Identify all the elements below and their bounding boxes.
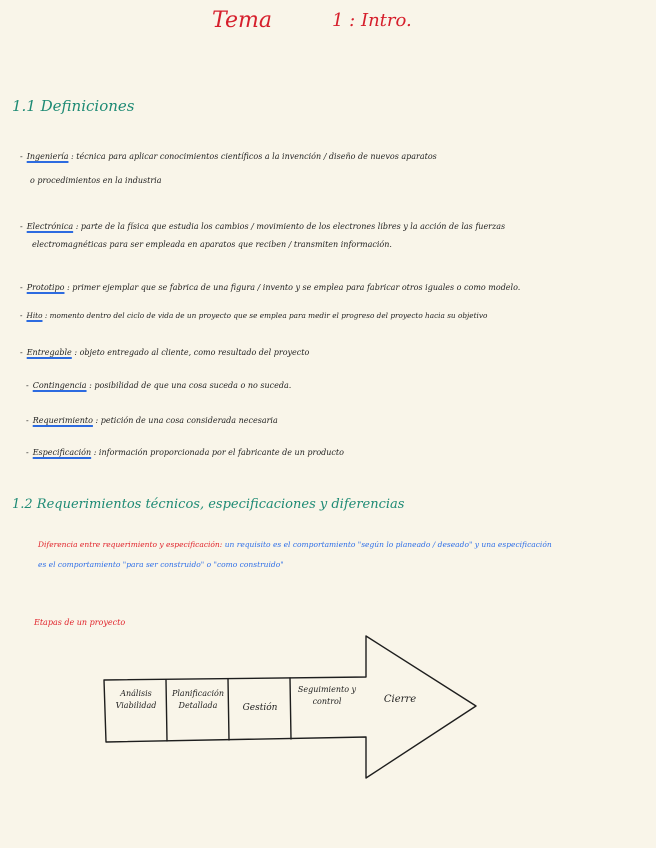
stage-analisis: Análisis Viabilidad — [115, 689, 157, 710]
page-title-number: 1 : Intro. — [332, 10, 412, 31]
definition-term: Hito — [26, 311, 43, 320]
definition-electronica-cont: electromagnéticas para ser empleada en aparatos que reciben / transmiten información. — [32, 240, 392, 249]
section-1-heading: 1.1 Definiciones — [12, 97, 135, 115]
stage-seguimiento: Seguimiento y control — [297, 685, 357, 706]
page-title: Tema — [212, 8, 272, 33]
definition-term: Requerimiento — [32, 416, 93, 425]
definition-prototipo: - Prototipo : primer ejemplar que se fabrica de una figura / invento y se emplea para fabricar otros iguales o como modelo. — [20, 283, 521, 292]
definition-ingenieria-cont: o procedimientos en la industria — [30, 176, 162, 185]
definition-especificacion: - Especificación : información proporcionada por el fabricante de un producto — [26, 448, 344, 457]
definition-text: : información proporcionada por el fabricante de un producto — [93, 448, 344, 457]
difference-text-2: es el comportamiento "para ser construido" o "como construido" — [38, 560, 284, 569]
definition-text: : objeto entregado al cliente, como resultado del proyecto — [74, 348, 310, 357]
section-2-heading: 1.2 Requerimientos técnicos, especificaciones y diferencias — [12, 497, 405, 512]
definition-requerimiento: - Requerimiento : petición de una cosa considerada necesaria — [26, 416, 278, 425]
definition-term: Prototipo — [26, 283, 65, 292]
definition-text: : petición de una cosa considerada necesaria — [95, 416, 278, 425]
stage-cierre: Cierre — [383, 694, 417, 705]
definition-text: : momento dentro del ciclo de vida de un proyecto que se emplea para medir el progreso del proyecto hacia su objetivo — [44, 311, 488, 320]
definition-term: Ingeniería — [26, 152, 69, 161]
stage-divider — [166, 680, 167, 741]
difference-label: Diferencia entre requerimiento y especificación: — [38, 540, 223, 549]
definition-text: : posibilidad de que una cosa suceda o no suceda. — [89, 381, 292, 390]
definition-term: Electrónica — [26, 222, 74, 231]
stage-planificacion: Planificación Detallada — [171, 689, 224, 710]
definition-entregable: - Entregable : objeto entregado al cliente, como resultado del proyecto — [20, 348, 310, 357]
definition-electronica: - Electrónica : parte de la física que estudia los cambios / movimiento de los electrones libres y la acción de las fuerzas — [20, 222, 506, 231]
definition-text: : primer ejemplar que se fabrica de una figura / invento y se emplea para fabricar otros iguales o como modelo. — [67, 283, 521, 292]
stages-label: Etapas de un proyecto — [34, 618, 126, 627]
definition-contingencia: - Contingencia : posibilidad de que una cosa suceda o no suceda. — [26, 381, 292, 390]
definition-text: : parte de la física que estudia los cambios / movimiento de los electrones libres y la acción de las fuerzas — [75, 222, 506, 231]
stage-divider — [228, 679, 229, 740]
definition-term: Contingencia — [32, 381, 87, 390]
definition-term: Entregable — [26, 348, 72, 357]
stage-divider — [290, 678, 291, 739]
definition-ingenieria: - Ingeniería : técnica para aplicar conocimientos científicos a la invención / diseño de nuevos aparatos — [20, 152, 437, 161]
definition-text: : técnica para aplicar conocimientos científicos a la invención / diseño de nuevos aparatos — [71, 152, 437, 161]
definition-term: Especificación — [32, 448, 92, 457]
difference-text-1: un requisito es el comportamiento "según lo planeado / deseado" y una especificación — [224, 540, 552, 549]
definition-hito: - Hito : momento dentro del ciclo de vida de un proyecto que se emplea para medir el progreso del proyecto hacia su objetivo — [20, 311, 488, 320]
stage-gestion: Gestión — [242, 703, 278, 713]
